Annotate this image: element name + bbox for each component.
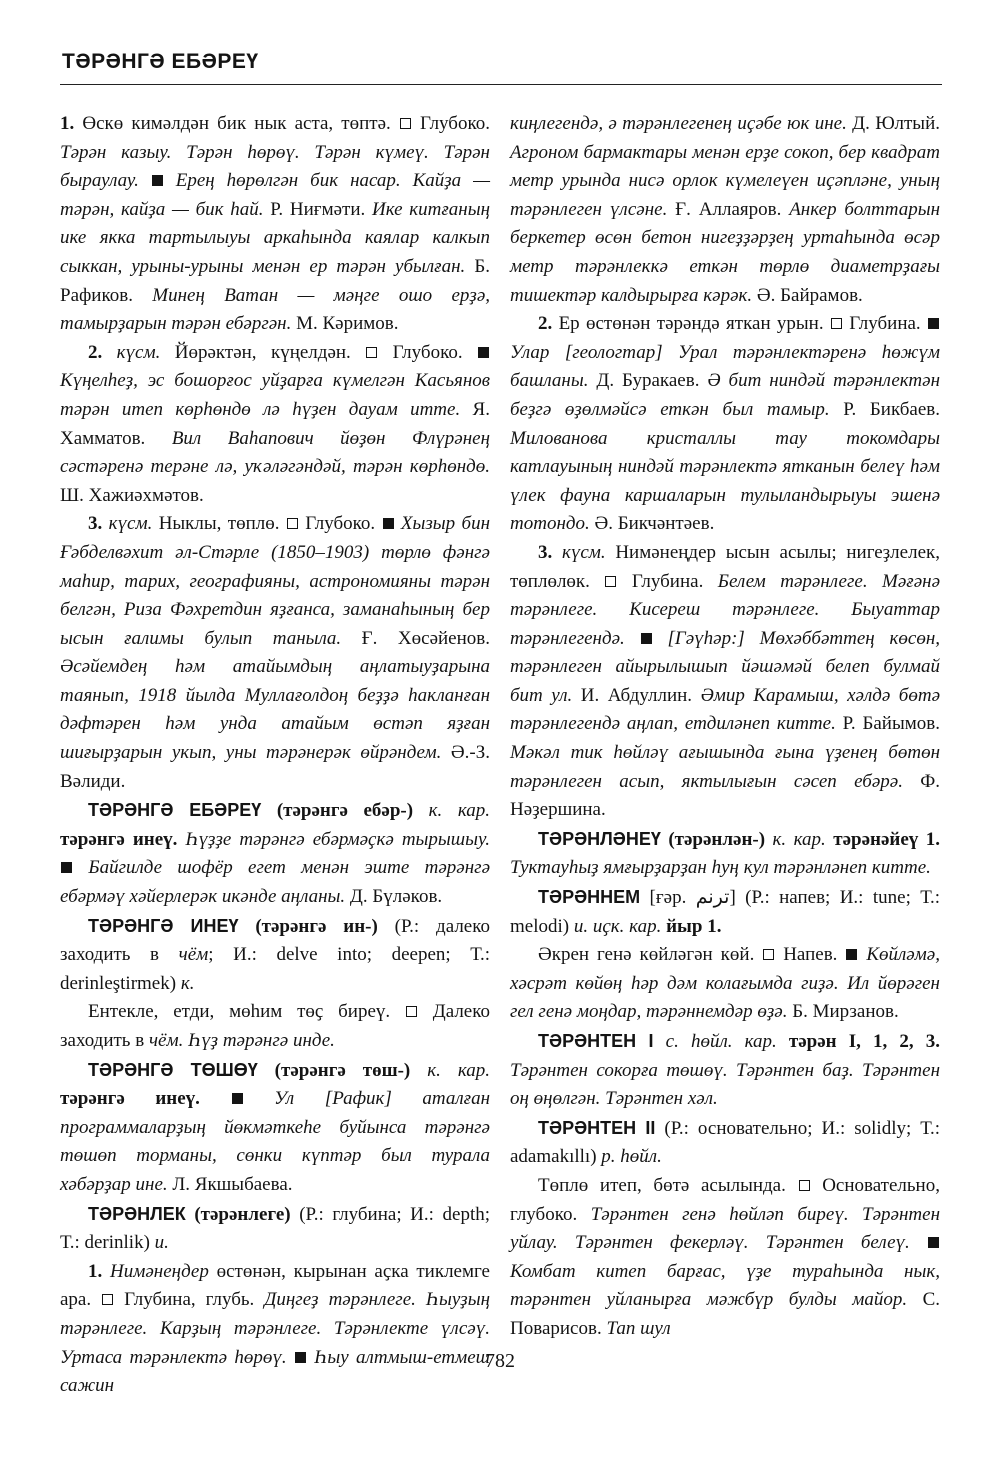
entry-text: тәрәнгә инеү.: [60, 1088, 231, 1110]
example-marker-icon: [641, 633, 652, 644]
entry-text: Минең Ватан — мәңге ошо ерҙә, тамырҙарын тәрән ебәргән.: [60, 284, 490, 335]
entry-text: Көйләмә, хәсрәт көйөң һәр дәм колағымда гиҙә. Ил йөрәген гел генә моңдар, тәрәннемдәр өҙә.: [510, 944, 940, 1023]
entry-text: Нимәнеңдер: [110, 1260, 209, 1282]
entry-text: (тәрәнлеге): [185, 1203, 300, 1225]
dictionary-paragraph: [60, 998, 490, 1055]
entry-text: Ф. Нәҙершина.: [510, 770, 941, 821]
entry-text: 2.: [538, 313, 559, 335]
entry-text: Ике китғаның ике якка тартылыуы аркаһында каялар калкып сыккан, урыны-урыны менән ер тәрән убылған.: [60, 198, 490, 277]
entry-text: Глубоко.: [411, 113, 490, 134]
entry-text: Мәкәл тик һөйләү ағышында ғына үҙенең бөтөн тәрәнлеген асып, яктылығын сәсеп ебәрә.: [510, 742, 940, 792]
dictionary-paragraph: [510, 1172, 940, 1344]
entry-text: күсм.: [108, 513, 153, 535]
headword: ТӘРӘНТЕН I: [538, 1031, 654, 1051]
headword: ТӘРӘНЛӘНЕҮ: [538, 828, 661, 849]
entry-text: Глубина.: [842, 313, 927, 335]
entry-text: к.: [180, 972, 195, 994]
translation-marker-icon: [102, 1294, 113, 1305]
page-number: 782: [485, 1350, 515, 1372]
entry-text: Тап шул: [606, 1317, 671, 1339]
entry-text: [653, 628, 668, 649]
dictionary-paragraph: [510, 883, 940, 941]
entry-text: Өскө кимәлдән бик нык аста, төптә.: [82, 113, 399, 134]
headword: ТӘРӘНГӘ ИНЕҮ: [88, 915, 239, 936]
entry-text: Әкрен генә көйләгән көй.: [538, 944, 763, 966]
example-marker-icon: [928, 1237, 939, 1248]
dictionary-paragraph: [60, 912, 490, 999]
dictionary-paragraph: [510, 941, 940, 1027]
entry-text: Ә бит ниндәй тәрәнлектән беҙгә өҙөлмәйсә еткән был тамыр.: [510, 370, 940, 420]
entry-text: ] (Р.: напев; И.: tune; Т.: melodi): [510, 887, 940, 937]
entry-text: Туктауһыҙ ямғырҙарҙан һуң кул тәрәнләнеп китте.: [510, 857, 931, 879]
entry-text: [73, 857, 88, 878]
entry-text: (Р.: основательно; И.: solidly; Т.: adamakıllı): [510, 1117, 940, 1168]
right-column: [510, 110, 940, 1344]
entry-text: 3.: [538, 541, 562, 563]
entry-text: 1.: [88, 1260, 110, 1282]
entry-text: ; И.: delve into; deepen; Т.: derinleştirmek): [60, 944, 490, 994]
entry-text: и.: [154, 1232, 169, 1254]
entry-text: Д. Юлтый.: [846, 113, 940, 134]
entry-text: Д. Бүләков.: [345, 886, 443, 908]
entry-text: Милованова кристаллы тау токомдары катлауының ниндәй тәрәнлектә ятканын белеү һәм үлек фауна каршаларын тулыландырыуы эшенә тотондо.: [510, 427, 940, 535]
translation-marker-icon: [605, 576, 616, 587]
entry-text: ترنم: [695, 887, 730, 909]
entry-text: [Гәүһәр:] Мөхәббәттең көсөн, тәрәнлеген айырылышып йәшәмәй белеп булмай бит ул.: [510, 627, 941, 706]
dictionary-paragraph: [510, 310, 940, 539]
entry-text: Диңгеҙ тәрәнлеге. Һыуҙың тәрәнлеге. Карҙың тәрәнлеге. Тәрәнлекте үлсәү. Уртаса тәрәнлектә һөрөү.: [60, 1289, 490, 1368]
entry-text: Йөрәктән, күңелдән.: [160, 341, 366, 363]
entry-text: к. кар.: [427, 1059, 490, 1081]
entry-text: Әсәйемдең һәм атайымдың аңлатыуҙарына таянып, 1918 йылда Муллағолдоң беҙҙә һаклaнған дәфтәрен һәм унда атайым өстәп яҙған шиғырҙарын укып, уны тәрәнерәк өйрәндем.: [60, 656, 490, 764]
entry-text: Ә. Бикчәнтәев.: [589, 513, 715, 535]
dictionary-paragraph: [510, 1114, 940, 1172]
example-marker-icon: [846, 949, 857, 960]
entry-text: чём: [178, 944, 209, 966]
entry-text: Комбат китеп барғас, үҙе тураһында нык, тәрәнтен уйланырға мәжбүр булды майор.: [510, 1260, 940, 1311]
headword: ТӘРӘНГӘ ЕБӘРЕҮ: [88, 800, 262, 821]
entry-text: Әмир Карамыш, хәлдә бөтә тәрәнлегендә аңлап, етдиләнеп китте.: [510, 684, 941, 735]
entry-text: Глубина, глубь.: [114, 1289, 265, 1311]
entry-text: Нимәнеңдер ысын асылы; нигеҙлелек, төплөлөк.: [510, 541, 940, 592]
entry-text: 1.: [60, 113, 83, 134]
entry-text: Д. Буракаев.: [588, 370, 708, 392]
dictionary-paragraph: [60, 510, 490, 796]
entry-text: йыр 1.: [661, 915, 722, 937]
entry-text: р. һөйл.: [601, 1146, 662, 1168]
entry-text: [654, 1031, 666, 1052]
translation-marker-icon: [799, 1180, 810, 1191]
dictionary-paragraph: [510, 825, 940, 883]
entry-text: Байгилде шофёр егет менән эште тәрәнгә ебәрмәү хәйерлерәк икәнде аңланы.: [60, 857, 490, 908]
running-head: ТӘРӘНГӘ ЕБӘРЕҮ: [62, 50, 259, 73]
entry-text: И. Абдуллин.: [572, 684, 701, 706]
headword: ТӘРӘНГӘ ТӨШӨҮ: [88, 1059, 258, 1080]
entry-text: Р. Байымов.: [835, 713, 940, 735]
entry-text: (тәрәнгә төш-): [257, 1059, 428, 1081]
entry-text: Ерең һөрөлгән бик насар. Кайҙа — тәрән, кайҙа — бик һай.: [60, 170, 491, 220]
translation-marker-icon: [831, 318, 842, 329]
entry-text: күсм.: [561, 541, 606, 563]
entry-text: Ә.-З. Вәлиди.: [60, 742, 490, 792]
entry-text: Ныклы, төплө.: [152, 513, 286, 535]
entry-text: Ул [Рафик] аталған программаларҙың йөкмәткеһе буйынса тәрәнгә төшөп торманы, сөнки күптәр был турала хәбәрҙар ине.: [60, 1088, 490, 1195]
entry-text: киңлегендә, ә тәрәнлегенең иҫәбе юк ине.: [510, 113, 847, 134]
entry-text: (Р.: далеко заходить в: [60, 915, 490, 966]
dictionary-paragraph: [60, 796, 490, 911]
entry-text: (тәрәнлән-): [660, 828, 773, 850]
entry-text: [139, 170, 151, 191]
entry-text: Күңелһеҙ, эс бошорғос уйҙарға күмелгән Касьянов тәрән итеп көрһөндө лә һүҙен дауам итте.: [60, 370, 490, 420]
entry-text: (Р.: глубина; И.: depth; Т.: derinlik): [60, 1203, 490, 1254]
entry-text: тәрәнәйеү 1.: [825, 828, 940, 850]
entry-text: [164, 170, 176, 191]
entry-text: Ш. Хажиәхмәтов.: [60, 484, 204, 506]
example-marker-icon: [928, 318, 939, 329]
entry-text: (тәрәнгә ин-): [238, 915, 395, 937]
entry-text: Ғ. Аллаяров.: [667, 198, 790, 220]
entry-text: [244, 1088, 275, 1109]
entry-text: Я. Хамматов.: [60, 398, 490, 449]
entry-text: Р. Ниғмәти.: [263, 198, 372, 220]
entry-text: Ғ. Хөсәйенов.: [341, 627, 490, 649]
entry-text: Анкер болттарын беркетер өсөн бетон нигеҙҙәрҙең уртаһында өсәр метр тәрәнлеккә еткән төрлө диаметрҙағы тишектәр калдырырға кәрәк.: [510, 198, 941, 306]
dictionary-paragraph: [60, 1056, 490, 1200]
entry-text: Вил Ваһапович йөҙөн Флүрәнең сәстәренә терәне лә, уҡәләгәндәй, тәрән көрһөндө.: [60, 427, 490, 478]
entry-text: Белем тәрәнлеге. Мәғәнә тәрәнлеге. Кисереш тәрәнлеге. Быуаттар тәрәнлегендә.: [510, 570, 940, 649]
translation-marker-icon: [406, 1006, 417, 1017]
entry-text: Далеко заходить в: [60, 1001, 490, 1051]
dictionary-paragraph: [510, 539, 940, 825]
example-marker-icon: [152, 175, 163, 186]
entry-text: М. Кәримов.: [291, 313, 399, 335]
example-marker-icon: [478, 347, 489, 358]
translation-marker-icon: [366, 347, 377, 358]
header-rule: [60, 84, 942, 85]
example-marker-icon: [383, 518, 394, 529]
entry-text: Б. Рафиков.: [60, 255, 490, 306]
entry-text: [ғәр.: [640, 887, 696, 909]
example-marker-icon: [232, 1093, 243, 1104]
entry-text: Глубоко.: [378, 341, 477, 363]
entry-text: Основательно, глубоко.: [510, 1174, 940, 1225]
entry-text: Тәрәнтен сокорға төшөү. Тәрәнтен баҙ. Тәрәнтен оң өңөлгән. Тәрәнтен хәл.: [510, 1059, 940, 1110]
dictionary-paragraph: [60, 1200, 490, 1258]
dictionary-paragraph: [60, 1258, 490, 1401]
dictionary-paragraph: [60, 110, 490, 339]
headword: ТӘРӘНЛЕК: [88, 1203, 186, 1224]
entry-text: к. кар.: [428, 800, 490, 822]
entry-text: өстөнән, кырынан аҫка тиклемге ара.: [60, 1260, 490, 1311]
entry-text: Ә. Байрамов.: [752, 284, 863, 306]
headword: ТӘРӘННЕМ: [538, 887, 641, 908]
entry-text: Хызыр бин Ғәбделвәхит әл-Стәрле (1850–1903) төрлө фәнгә маһир, тарих, географияны, астрономияны тәрән белгән, Риза Фәхретдин яҙғанса, заманаһының бер ысын ғалимы булып танылa.: [60, 513, 491, 649]
entry-text: чём. Һүҙ тәрәнгә инде.: [148, 1030, 335, 1051]
entry-text: тәрәнгә инеү.: [60, 828, 186, 850]
entry-text: Ентекле, етди, мөһим төҫ биреү.: [88, 1001, 405, 1023]
entry-text: Глубина.: [617, 570, 718, 592]
entry-text: С. Поварисов.: [510, 1289, 940, 1339]
entry-text: Л. Якшыбаева.: [167, 1173, 293, 1195]
entry-text: Напев.: [775, 944, 846, 966]
left-column: [60, 110, 490, 1401]
entry-text: Һүҙҙе тәрәнгә ебәрмәҫкә тырышыу.: [185, 828, 490, 850]
entry-text: Төплө итеп, бөтә асылында.: [538, 1174, 798, 1196]
entry-text: күсм.: [116, 341, 161, 363]
entry-text: Б. Мирзанов.: [787, 1001, 899, 1023]
entry-text: 3.: [88, 513, 109, 535]
dictionary-paragraph: [510, 110, 940, 310]
entry-text: и. иҫк. кар.: [573, 915, 662, 937]
dictionary-paragraph: [60, 339, 490, 511]
translation-marker-icon: [287, 518, 298, 529]
entry-text: Улар [геологтар] Урал тәрәнлектәренә һөжүм башланы.: [510, 341, 940, 392]
entry-text: (тәрәнгә ебәр-): [261, 800, 429, 822]
entry-text: к. кар.: [772, 828, 826, 850]
headword: ТӘРӘНТЕН II: [538, 1117, 656, 1138]
entry-text: Һыу алтмыш-етмеш сажин: [60, 1346, 491, 1397]
entry-text: Р. Бикбаев.: [829, 398, 940, 420]
entry-text: с. һөйл. кар.: [665, 1031, 777, 1052]
entry-text: [625, 628, 640, 649]
translation-marker-icon: [763, 949, 774, 960]
entry-text: Глубоко.: [298, 513, 382, 535]
entry-text: тәрән I, 1, 2, 3.: [776, 1031, 941, 1052]
translation-marker-icon: [400, 118, 411, 129]
dictionary-paragraph: [510, 1027, 940, 1114]
entry-text: Агроном бармактары менән ерҙе сокоп, бер квадрат метр урында нисә орлок күмелеүен иҫәпләне, уның тәрәнлеген үлсәне.: [510, 141, 940, 220]
entry-text: Тәрәнтен генә һөйләп биреү. Тәрәнтен уйлау. Тәрәнтен фекерләү. Тәрәнтен белеү.: [510, 1203, 940, 1254]
example-marker-icon: [61, 862, 72, 873]
entry-text: Ер өстөнән тәрәндә яткан урын.: [558, 313, 830, 335]
entry-text: Тәрән казыу. Тәрән һөрөү. Тәрән күмеү. Тәрән быраулау.: [60, 141, 490, 192]
entry-text: 2.: [88, 341, 117, 363]
entry-text: [910, 1232, 927, 1253]
